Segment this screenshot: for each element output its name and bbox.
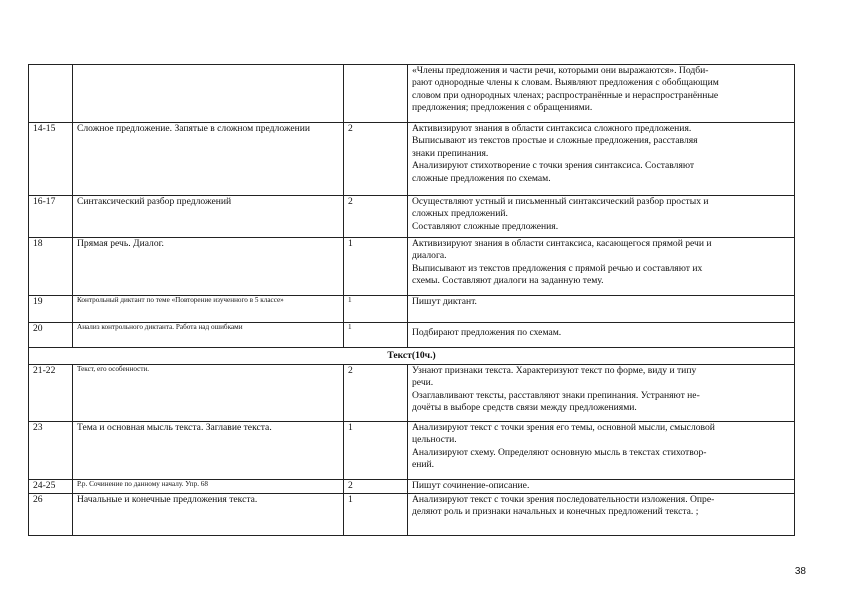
lesson-number-cell xyxy=(29,65,73,123)
activity-line: предложения; предложения с обращениями. xyxy=(412,102,593,114)
lesson-activities-cell xyxy=(408,494,795,536)
lesson-hours-cell: 1 xyxy=(344,422,408,480)
lesson-hours-cell: 1 xyxy=(344,494,408,536)
section-heading: Текст(10ч.) xyxy=(29,348,795,365)
table-row xyxy=(29,238,795,296)
activity-line: Выписывают из текстов предложения с прямой речью и составляют их xyxy=(412,262,703,274)
lesson-activities-cell xyxy=(408,480,795,494)
lesson-number-cell: 23 xyxy=(29,422,73,480)
lesson-hours-cell: 2 xyxy=(344,196,408,238)
activity-line: Озаглавливают тексты, расставляют знаки препинания. Устраняют не- xyxy=(412,389,700,401)
activity-line: Активизируют знания в области синтаксиса, касающегося прямой речи и xyxy=(412,238,712,249)
activity-line: схемы. Составляют диалоги на заданную тему. xyxy=(412,275,604,287)
lesson-number-cell: 19 xyxy=(29,296,73,323)
table-row xyxy=(29,123,795,196)
activity-line: Анализируют схему. Определяют основную мысль в текстах стихотвор- xyxy=(412,446,707,458)
activity-line: Подбирают предложения по схемам. xyxy=(412,327,562,338)
activity-line: речи. xyxy=(412,377,434,389)
activity-line: словом при однородных членах; распространённые и нераспространённые xyxy=(412,89,719,101)
lesson-activities-cell xyxy=(408,296,795,323)
lesson-topic-cell: Начальные и конечные предложения текста. xyxy=(73,494,344,536)
activity-line: Пишут сочинение-описание. xyxy=(412,480,530,491)
lesson-activities-cell xyxy=(408,196,795,238)
lesson-activities-cell xyxy=(408,238,795,296)
activity-line: Выписывают из текстов простые и сложные предложения, расставляя xyxy=(412,135,698,147)
lesson-hours-cell: 2 xyxy=(344,365,408,422)
activity-line: ений. xyxy=(412,459,435,471)
lesson-activities-cell xyxy=(408,323,795,348)
activity-line: сложных предложений. xyxy=(412,208,508,220)
lesson-hours-cell: 2 xyxy=(344,123,408,196)
lesson-topic-cell: Р.р. Сочинение по данному началу. Упр. 68 xyxy=(73,480,344,494)
activity-line: Пишут диктант. xyxy=(412,296,477,307)
activity-line: знаки препинания. xyxy=(412,147,489,159)
lesson-topic-cell: Прямая речь. Диалог. xyxy=(73,238,344,296)
activity-line: «Члены предложения и части речи, которыми они выражаются». Подби- xyxy=(412,65,709,76)
lesson-activities-cell xyxy=(408,422,795,480)
lesson-number-cell: 14-15 xyxy=(29,123,73,196)
lesson-hours-cell: 2 xyxy=(344,480,408,494)
lesson-topic-cell xyxy=(73,65,344,123)
table-row xyxy=(29,494,795,536)
lesson-hours-cell: 1 xyxy=(344,323,408,348)
lesson-activities-cell xyxy=(408,65,795,123)
activity-line: Узнают признаки текста. Характеризуют текст по форме, виду и типу xyxy=(412,365,697,376)
activity-line: Анализируют текст с точки зрения последовательности изложения. Опре- xyxy=(412,494,715,505)
lesson-number-cell: 16-17 xyxy=(29,196,73,238)
activity-line: дочёты в выборе средств связи между предложениями. xyxy=(412,402,637,414)
lesson-activities-cell xyxy=(408,365,795,422)
activity-line: Анализируют стихотворение с точки зрения синтаксиса. Составляют xyxy=(412,160,695,172)
activity-line: Активизируют знания в области синтаксиса сложного предложения. xyxy=(412,123,692,134)
lesson-topic-cell: Контрольный диктант по теме «Повторение изученного в 5 классе» xyxy=(73,296,344,323)
lesson-number-cell: 20 xyxy=(29,323,73,348)
lesson-hours-cell xyxy=(344,65,408,123)
lesson-number-cell: 24-25 xyxy=(29,480,73,494)
activity-line: Составляют сложные предложения. xyxy=(412,220,559,232)
table-row xyxy=(29,323,795,348)
lesson-hours-cell: 1 xyxy=(344,296,408,323)
activity-line: деляют роль и признаки начальных и конечных предложений текста. ; xyxy=(412,506,699,518)
activity-line: Осуществляют устный и письменный синтаксический разбор простых и xyxy=(412,196,709,207)
page-number: 38 xyxy=(794,566,806,577)
lesson-activities-cell xyxy=(408,123,795,196)
lesson-hours-cell: 1 xyxy=(344,238,408,296)
table-row xyxy=(29,365,795,422)
activity-line: диалога. xyxy=(412,250,447,262)
lesson-topic-cell: Синтаксический разбор предложений xyxy=(73,196,344,238)
lesson-topic-cell: Анализ контрольного диктанта. Работа над ошибками xyxy=(73,323,344,348)
lesson-number-cell: 18 xyxy=(29,238,73,296)
table-row xyxy=(29,296,795,323)
lesson-topic-cell: Тема и основная мысль текста. Заглавие текста. xyxy=(73,422,344,480)
activity-line: сложные предложения по схемам. xyxy=(412,172,551,184)
table-row xyxy=(29,480,795,494)
lesson-number-cell: 21-22 xyxy=(29,365,73,422)
lesson-topic-cell: Сложное предложение. Запятые в сложном предложении xyxy=(73,123,344,196)
table-row xyxy=(29,422,795,480)
section-heading-row xyxy=(29,348,795,365)
lesson-number-cell: 26 xyxy=(29,494,73,536)
lesson-plan-table xyxy=(28,64,795,536)
activity-line: Анализируют текст с точки зрения его темы, основной мысли, смысловой xyxy=(412,422,715,433)
lesson-topic-cell: Текст, его особенности. xyxy=(73,365,344,422)
activity-line: рают однородные члены к словам. Выявляют предложения с обобщающим xyxy=(412,77,719,89)
activity-line: цельности. xyxy=(412,434,457,446)
table-row xyxy=(29,196,795,238)
table-row xyxy=(29,65,795,123)
